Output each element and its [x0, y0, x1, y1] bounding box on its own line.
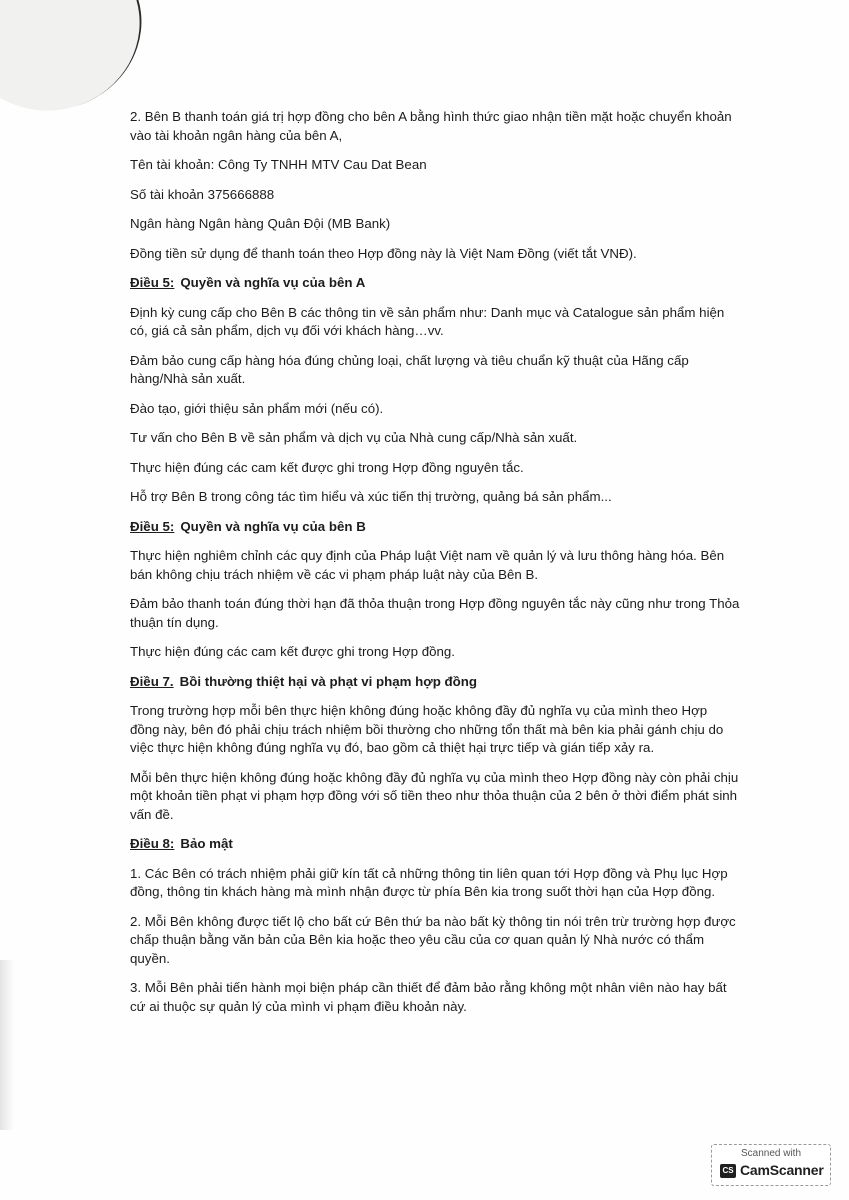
article-title: Bồi thường thiệt hại và phạt vi phạm hợp đồng	[179, 673, 478, 689]
paragraph: Thực hiện nghiêm chỉnh các quy định của Pháp luật Việt nam về quản lý và lưu thông hàng hóa. Bên bán không chịu trách nhiệm về các vi phạm pháp luật này của Bên B.	[130, 548, 725, 582]
paragraph: Đồng tiền sử dụng để thanh toán theo Hợp đồng này là Việt Nam Đồng (viết tắt VNĐ).	[130, 245, 637, 261]
paragraph: Tên tài khoản: Công Ty TNHH MTV Cau Dat Bean	[130, 157, 427, 172]
paragraph: Trong trường hợp mỗi bên thực hiện không đúng hoặc không đầy đủ nghĩa vụ của mình theo Hợp đồng này, bên đó phải chịu trách nhiệm bồi thường cho những tổn thất mà bên kia phải gánh chịu do việc thực hiện không đúng nghĩa vụ đó, bao gồm cả thiệt hại trực tiếp và gián tiếp xảy ra.	[130, 703, 724, 755]
paragraph: Hỗ trợ Bên B trong công tác tìm hiểu và xúc tiến thị trường, quảng bá sản phẩm...	[130, 489, 612, 504]
article-number: Điều 8:	[130, 836, 175, 851]
article-number: Điều 7.	[130, 673, 174, 689]
paragraph: Đảm bảo thanh toán đúng thời hạn đã thỏa thuận trong Hợp đồng nguyên tắc này cũng như trong Thỏa thuận tín dụng.	[130, 596, 740, 630]
paragraph: 2. Mỗi Bên không được tiết lộ cho bất cứ Bên thứ ba nào bất kỳ thông tin nói trên trừ trường hợp được chấp thuận bằng văn bản của Bên kia hoặc theo yêu cầu của cơ quan quản lý Nhà nước có thẩm quyền.	[130, 913, 736, 966]
article-title: Quyền và nghĩa vụ của bên B	[180, 518, 366, 534]
paragraph: Thực hiện đúng các cam kết được ghi trong Hợp đồng nguyên tắc.	[130, 459, 524, 475]
section-heading	[130, 518, 740, 537]
paragraph: Đào tạo, giới thiệu sản phẩm mới (nếu có).	[130, 400, 384, 416]
camscanner-brand: CamScanner	[740, 1162, 824, 1178]
section-heading	[130, 274, 740, 293]
article-number: Điều 5:	[130, 518, 175, 534]
scanned-with-text: Scanned with	[740, 1148, 802, 1159]
paragraph: Định kỳ cung cấp cho Bên B các thông tin về sản phẩm như: Danh mục và Catalogue sản phẩm hiện có, giá cả sản phẩm, dịch vụ đối với khách hàng…vv.	[130, 304, 725, 338]
paragraph: 2. Bên B thanh toán giá trị hợp đồng cho bên A bằng hình thức giao nhận tiền mặt hoặc chuyển khoản vào tài khoản ngân hàng của bên A,	[130, 109, 732, 143]
article-title: Quyền và nghĩa vụ của bên A	[180, 275, 366, 290]
scan-edge-shadow	[0, 960, 14, 1130]
camscanner-watermark	[711, 1144, 831, 1186]
section-heading	[130, 673, 740, 692]
paragraph: 3. Mỗi Bên phải tiến hành mọi biện pháp cần thiết để đảm bảo rằng không một nhân viên nào hay bất cứ ai thuộc sự quản lý của mình vi phạm điều khoản này.	[130, 980, 727, 1014]
article-title: Bảo mật	[180, 836, 233, 851]
paragraph: Tư vấn cho Bên B về sản phẩm và dịch vụ của Nhà cung cấp/Nhà sản xuất.	[130, 430, 578, 445]
paragraph: 1. Các Bên có trách nhiệm phải giữ kín tất cả những thông tin liên quan tới Hợp đồng và Phụ lục Hợp đồng, thông tin khách hàng mà mình nhận được từ phía Bên kia trong suốt thời hạn của Hợp đồng.	[130, 865, 728, 899]
section-heading	[130, 835, 740, 854]
paragraph: Ngân hàng Ngân hàng Quân Đội (MB Bank)	[130, 216, 391, 231]
paragraph: Thực hiện đúng các cam kết được ghi trong Hợp đồng.	[130, 644, 455, 659]
camscanner-logo-icon: CS	[720, 1164, 736, 1178]
paragraph: Đảm bảo cung cấp hàng hóa đúng chủng loại, chất lượng và tiêu chuẩn kỹ thuật của Hãng cấp hàng/Nhà sản xuất.	[130, 352, 689, 386]
paragraph: Mỗi bên thực hiện không đúng hoặc không đầy đủ nghĩa vụ của mình theo Hợp đồng này còn phải chịu một khoản tiền phạt vi phạm hợp đồng với số tiền theo như thỏa thuận của 2 bên ở thời điểm phát sinh vấn đề.	[130, 769, 739, 822]
paragraph: Số tài khoản 375666888	[130, 186, 275, 202]
article-number: Điều 5:	[130, 275, 175, 290]
document-body	[130, 108, 740, 1027]
